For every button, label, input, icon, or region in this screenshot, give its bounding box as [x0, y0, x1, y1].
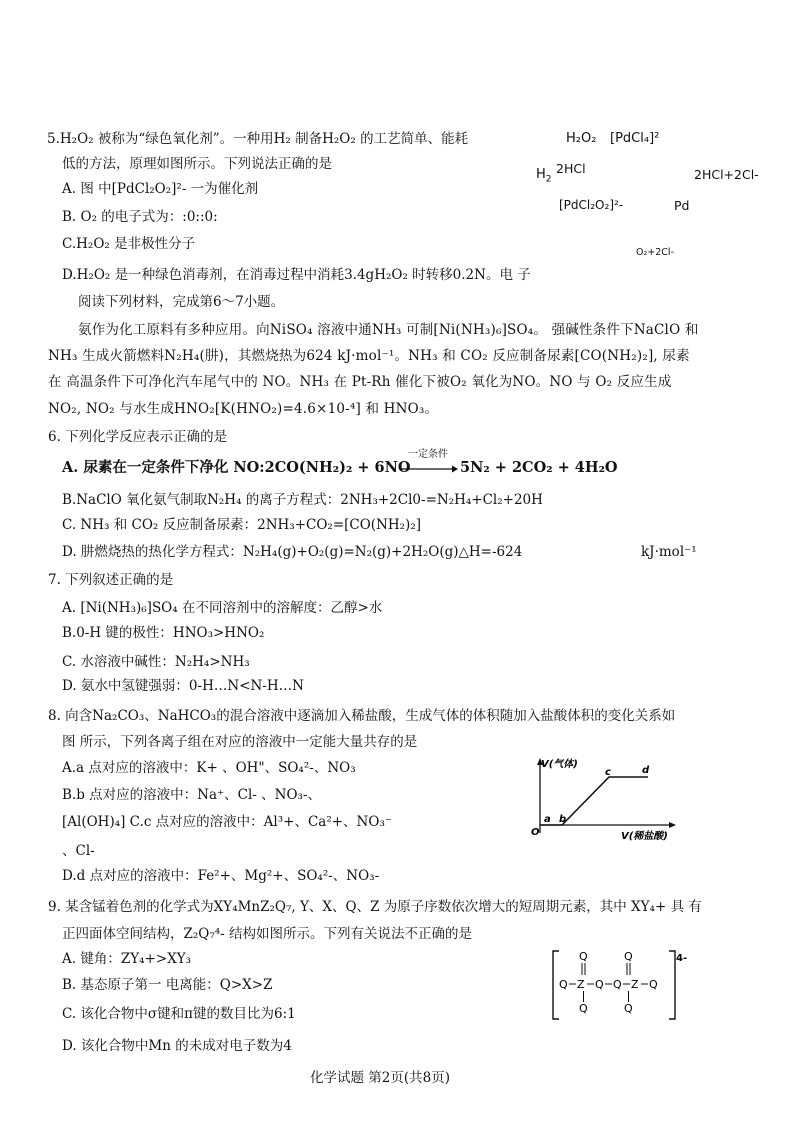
- q6-option-a-left: NO:2CO(NH₂)₂ + 6NO: [233, 459, 411, 476]
- q5-fig-pdcl4: [PdCl₄]²: [610, 131, 660, 146]
- q8-chart-x-arrow: [669, 822, 676, 828]
- q9-atom-q-bridge: Q: [595, 978, 604, 991]
- q9-atom-q-bottom-1: Q: [579, 1002, 588, 1015]
- q6-option-a: [62, 459, 411, 477]
- q9-option-b: B. 基态原子第一 电离能：Q>X>Z: [62, 977, 273, 993]
- q8-option-c-tail: 、Cl-: [62, 843, 95, 859]
- q5-fig-pdcl2o2: [PdCl₂O₂]²-: [559, 198, 624, 212]
- q9-atom-q-mid: Q: [613, 978, 622, 991]
- q5-fig-o2-2cl: O₂+2Cl-: [636, 247, 674, 258]
- q5-stem-line2: 低的方法，原理如图所示。下列说法正确的是: [62, 156, 332, 172]
- q5-option-b: B. O₂ 的电子式为：:0::0:: [62, 209, 218, 225]
- q7-option-c: C. 水溶液中碱性：N₂H₄>NH₃: [62, 654, 250, 670]
- q8-option-d: D.d 点对应的溶液中：Fe²+、Mg²+、SO₄²-、NO₃-: [62, 868, 380, 884]
- q8-chart-origin: O: [531, 827, 540, 838]
- q8-stem-line2: 图 所示，下列各离子组在对应的溶液中一定能大量共存的是: [62, 734, 418, 750]
- q8-chart-point-d: d: [642, 765, 650, 776]
- q5-fig-2hcl: 2HCl: [556, 161, 586, 176]
- reading-line-4: NO₂, NO₂ 与水生成HNO₂[K(HNO₂)=4.6×10-⁴] 和 HNO₃。: [48, 401, 439, 417]
- q8-gas-volume-chart: [528, 755, 678, 845]
- q8-chart-point-c: c: [605, 767, 611, 778]
- q9-atom-q-top-2: Q: [624, 950, 633, 963]
- q8-chart-point-a: a: [544, 814, 551, 825]
- q5-fig-h2o2: H₂O₂: [566, 131, 597, 146]
- q8-chart-point-b: b: [559, 814, 567, 825]
- q6-option-d: D. 肼燃烧热的热化学方程式：N₂H₄(g)+O₂(g)=N₂(g)+2H₂O(g)△H=-624: [62, 544, 523, 560]
- q8-option-b: B.b 点对应的溶液中：Na⁺、Cl- 、NO₃-、: [62, 787, 321, 803]
- q6-option-b: B.NaClO 氧化氨气制取N₂H₄ 的离子方程式：2NH₃+2Cl0-=N₂H₄+Cl₂+20H: [62, 492, 543, 508]
- q7-option-d: D. 氨水中氢键强弱：0-H…N<N-H…N: [62, 678, 304, 694]
- q9-charge: 4-: [676, 953, 688, 964]
- q6-option-a-right: 5N₂ + 2CO₂ + 4H₂O: [460, 459, 618, 476]
- q6-option-d-unit: kJ·mol⁻¹: [641, 544, 697, 560]
- q6-stem: 6. 下列化学反应表示正确的是: [48, 429, 228, 445]
- q9-z2q7-structure: [545, 945, 690, 1025]
- reading-line-3: 在 高温条件下可净化汽车尾气中的 NO。NH₃ 在 Pt-Rh 催化下被O₂ 氧化为NO。NO 与 O₂ 反应生成: [48, 374, 672, 390]
- q8-stem-line1: 8. 向含Na₂CO₃、NaHCO₃的混合溶液中逐滴加入稀盐酸，生成气体的体积随加入盐酸体积的变化关系如: [48, 708, 676, 724]
- q9-atom-q-left: Q: [559, 978, 568, 991]
- q6-option-a-prefix: A. 尿素在一定条件下净化: [62, 459, 229, 476]
- q9-atom-z-1: Z: [577, 978, 585, 991]
- q7-option-b: B.0-H 键的极性：HNO₃>HNO₂: [62, 625, 265, 641]
- page-footer: 化学试题 第2页(共8页): [310, 1070, 451, 1086]
- q7-option-a: A. [Ni(NH₃)₆]SO₄ 在不同溶剂中的溶解度：乙醇>水: [62, 600, 383, 616]
- q6-option-a-condition: 一定条件: [408, 449, 448, 460]
- q8-option-b-c: [Al(OH)₄] C.c 点对应的溶液中：Al³+、Ca²+、NO₃⁻: [62, 814, 392, 830]
- q5-option-d: D.H₂O₂ 是一种绿色消毒剂，在消毒过程中消耗3.4gH₂O₂ 时转移0.2N。电 子: [62, 267, 531, 283]
- q9-atom-q-top-1: Q: [579, 950, 588, 963]
- q6-reaction-arrow: [400, 464, 458, 474]
- q5-stem-line1: 5.H₂O₂ 被称为“绿色氧化剂”。一种用H₂ 制备H₂O₂ 的工艺简单、能耗: [47, 131, 469, 147]
- q8-option-a: A.a 点对应的溶液中：K+ 、OH"、SO₄²-、NO₃: [62, 760, 356, 776]
- reading-line-2: NH₃ 生成火箭燃料N₂H₄(肼)，其燃烧热为624 kJ·mol⁻¹。NH₃ 和 CO₂ 反应制备尿素[CO(NH₂)₂], 尿素: [48, 348, 690, 364]
- q9-atom-z-2: Z: [631, 978, 639, 991]
- q8-chart-curve: [540, 777, 648, 825]
- q9-atom-q-right: Q: [649, 978, 658, 991]
- q9-stem-line1: 9. 某含锰着色剂的化学式为XY₄MnZ₂Q₇, Y、X、Q、Z 为原子序数依次增大的短周期元素，其中 XY₄+ 具 有: [48, 899, 702, 915]
- q9-option-a: A. 键角：ZY₄+>XY₃: [62, 951, 192, 967]
- q9-atom-q-bottom-2: Q: [624, 1002, 633, 1015]
- q5-option-a: A. 图 中[PdCl₂O₂]²- 一为催化剂: [62, 181, 259, 197]
- q9-option-d: D. 该化合物中Mn 的未成对电子数为4: [62, 1038, 292, 1054]
- q6-option-c: C. NH₃ 和 CO₂ 反应制备尿素：2NH₃+CO₂=[CO(NH₂)₂]: [62, 517, 422, 533]
- q9-stem-line2: 正四面体空间结构，Z₂Q₇⁴- 结构如图所示。下列有关说法不正确的是: [62, 926, 473, 942]
- q5-fig-pd: Pd: [674, 198, 690, 213]
- q7-stem: 7. 下列叙述正确的是: [48, 572, 174, 588]
- q8-chart-xlabel: V(稀盐酸): [621, 831, 668, 842]
- q5-fig-2hcl-2cl: 2HCl+2Cl-: [694, 167, 759, 182]
- q9-right-bracket: [669, 951, 675, 1019]
- reading-intro: 阅读下列材料，完成第6～7小题。: [78, 294, 285, 310]
- q8-chart-ylabel: V(气体): [541, 759, 578, 770]
- q5-fig-h2: $H_2$: [536, 167, 552, 185]
- q5-option-c: C.H₂O₂ 是非极性分子: [62, 236, 196, 252]
- reading-line-1: 氨作为化工原料有多种应用。向NiSO₄ 溶液中通NH₃ 可制[Ni(NH₃)₆]SO₄。 强碱性条件下NaClO 和: [78, 322, 699, 338]
- q9-option-c: C. 该化合物中σ键和π键的数目比为6:1: [62, 1006, 296, 1022]
